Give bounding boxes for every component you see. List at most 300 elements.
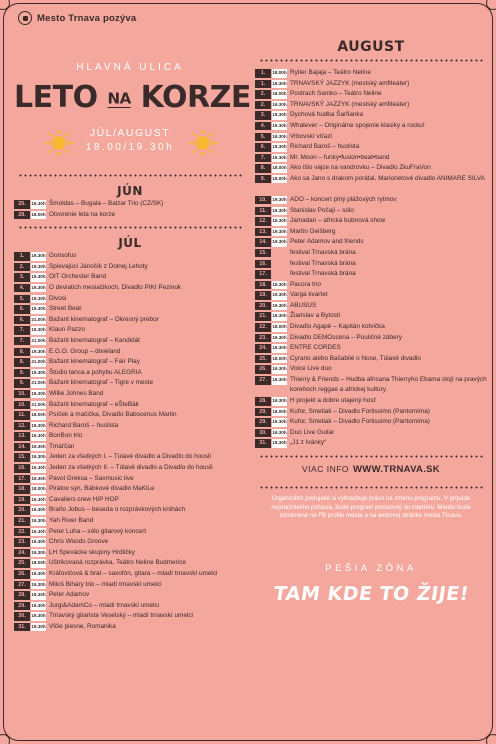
event-date: 4. <box>14 284 30 293</box>
event-date: 8. <box>14 358 30 367</box>
event-row <box>14 336 246 347</box>
event-row <box>255 438 487 449</box>
event-time: 19.30h <box>31 453 46 462</box>
event-time: 21.00h <box>31 337 46 346</box>
event-title: Voice Live duo <box>290 365 332 373</box>
event-row <box>14 421 246 432</box>
event-title: Psíček a mačička, Divadlo Babscenus Martin <box>49 411 177 419</box>
event-time: 19.30h <box>31 252 46 261</box>
event-time: 19.30h <box>272 376 287 385</box>
event-row <box>255 311 487 322</box>
event-date: 26. <box>255 365 271 374</box>
event-row <box>255 174 487 195</box>
event-title: Stanislav Počaji – sólo <box>290 206 354 214</box>
event-row <box>14 304 246 315</box>
event-date: 18. <box>255 281 271 290</box>
event-time: 18.00h <box>31 559 46 568</box>
event-title: Mr. Moon – funky•fusion•beat•band <box>290 153 390 161</box>
event-title: Martin Geišberg <box>290 227 336 235</box>
event-time: 19.30h <box>31 612 46 621</box>
event-row <box>255 417 487 428</box>
event-title: Kufor, Smetiak – Divadlo Fortissimo (Pantomíma) <box>290 418 430 426</box>
event-row <box>14 283 246 294</box>
event-row <box>255 259 487 270</box>
event-date: 10. <box>14 390 30 399</box>
event-date: 3. <box>255 111 271 120</box>
info-label: VIAC INFO <box>302 464 350 474</box>
event-date: 20. <box>255 302 271 311</box>
event-date: 21. <box>14 517 30 526</box>
event-title: TRNAVSKÝ JAZZYK (mestský amfiteáter) <box>290 79 410 87</box>
frame-corner <box>486 734 496 744</box>
event-row <box>255 68 487 79</box>
event-time: 19.30h <box>31 581 46 590</box>
event-date: 6. <box>14 305 30 314</box>
event-row <box>255 110 487 121</box>
event-date: 31. <box>14 623 30 632</box>
event-title: Peter Adamov and friends <box>290 238 364 246</box>
event-date: 13. <box>14 432 30 441</box>
event-row <box>255 333 487 344</box>
event-time: 19.30h <box>31 326 46 335</box>
event-title: Bažant kinematograf – Kandidát <box>49 336 140 344</box>
event-time: 19.30h <box>31 305 46 314</box>
event-time: 19.30h <box>272 238 287 247</box>
title-part-2: KORZE <box>140 80 251 115</box>
event-date: 30. <box>14 612 30 621</box>
event-time: 19.30h <box>31 443 46 452</box>
event-row <box>14 569 246 580</box>
event-row <box>14 325 246 336</box>
event-time: 19.30h <box>272 101 287 110</box>
event-date: 9. <box>14 369 30 378</box>
event-date: 9. <box>14 379 30 388</box>
event-time <box>272 270 287 279</box>
event-title: Richard Baroš – huslista <box>49 421 119 429</box>
event-time: 19.30h <box>272 122 287 131</box>
event-time: 18.00h <box>272 355 287 364</box>
event-title: Vlčie piesne, Romanika <box>49 622 116 630</box>
event-time: 19.30h <box>31 200 46 209</box>
event-date: 23. <box>14 538 30 547</box>
event-time: 19.30h <box>31 475 46 484</box>
event-row <box>14 463 246 474</box>
event-date: 23. <box>255 334 271 343</box>
event-title: Richard Baroš – huslista <box>290 143 360 151</box>
event-date: 26. <box>14 570 30 579</box>
event-title: Bažant kinematograf – eŠteBák <box>49 400 139 408</box>
event-time: 19.30h <box>31 432 46 441</box>
event-time: 18.00h <box>272 69 287 78</box>
event-date: 24. <box>14 549 30 558</box>
event-title: Willie Johnes Band <box>49 389 104 397</box>
event-time: 18.00h <box>31 485 46 494</box>
event-title: BonBon trio <box>49 432 83 440</box>
sun-icon <box>188 128 218 158</box>
event-time: 21.00h <box>31 379 46 388</box>
event-date: 10. <box>14 401 30 410</box>
slogan: TAM KDE TO ŽIJE! <box>272 583 471 605</box>
event-time: 19.30h <box>272 281 287 290</box>
event-row <box>14 548 246 559</box>
event-row <box>255 227 487 238</box>
event-date: 7. <box>14 337 30 346</box>
event-date: 22. <box>255 323 271 332</box>
hours: 18.00/19.30h <box>85 142 175 153</box>
right-column <box>255 8 487 609</box>
event-row <box>14 389 246 400</box>
event-title: Pacora trio <box>290 280 321 288</box>
event-title: Chris Woods Groove <box>49 538 109 546</box>
event-time: 19.30h <box>31 464 46 473</box>
event-row <box>14 516 246 527</box>
event-title: Cavaliers crew HIP HOP <box>49 495 119 503</box>
event-time: 19.30h <box>31 422 46 431</box>
event-date: 1. <box>255 69 271 78</box>
event-row <box>14 272 246 283</box>
event-date: 15. <box>14 453 30 462</box>
dotted-divider <box>18 226 242 229</box>
event-date: 9. <box>255 175 271 184</box>
event-time: 19.30h <box>31 348 46 357</box>
event-time: 19.30h <box>272 80 287 89</box>
section-title-jun: JÚN <box>117 184 143 198</box>
event-row <box>14 622 246 633</box>
event-date: 14. <box>14 443 30 452</box>
event-date: 7. <box>14 326 30 335</box>
event-list-august <box>255 68 487 449</box>
event-time: 19.30h <box>31 591 46 600</box>
event-time: 21.00h <box>31 358 46 367</box>
event-date: 19. <box>255 291 271 300</box>
event-date: 2. <box>14 263 30 272</box>
event-title: Bažant kinematograf – Tigre v meste <box>49 379 154 387</box>
event-time: 18.00h <box>272 175 287 184</box>
event-title: Cyrano alebo Bašabilé o Nose, Túlavé divadlo <box>290 354 421 362</box>
event-date: 27. <box>14 581 30 590</box>
event-title: Divadlo DEMOscéna – Pouličné zábery <box>290 333 402 341</box>
event-time: 18.00h <box>31 211 46 220</box>
city-logo-icon <box>18 11 32 25</box>
event-row <box>255 89 487 100</box>
event-time: 19.30h <box>272 154 287 163</box>
event-title: TRNAVSKÝ JAZZYK (mestský amfiteáter) <box>290 100 410 108</box>
event-date: 2. <box>255 90 271 99</box>
event-time: 19.30h <box>272 133 287 142</box>
event-date: 2. <box>255 101 271 110</box>
event-title: Vrbovskí víťazi <box>290 132 332 140</box>
event-row <box>255 142 487 153</box>
event-time: 19.30h <box>31 496 46 505</box>
event-time: 19.30h <box>31 602 46 611</box>
event-title: Rytier Bajaja – Teátro Neline <box>290 69 371 76</box>
event-row <box>14 357 246 368</box>
event-row <box>14 410 246 421</box>
event-row <box>14 262 246 273</box>
section-title-august: AUGUST <box>337 39 405 55</box>
event-time: 19.30h <box>272 217 287 226</box>
event-date: 20. <box>14 506 30 515</box>
event-time: 18.00h <box>31 411 46 420</box>
event-row <box>14 431 246 442</box>
event-title: Spievajúci Jánošík z Dolnej Lehoty <box>49 262 148 270</box>
event-row <box>14 452 246 463</box>
event-row <box>255 216 487 227</box>
event-date: 28. <box>14 211 30 220</box>
event-time: 18.00h <box>272 90 287 99</box>
event-time: 19.30h <box>31 369 46 378</box>
event-date: 11. <box>255 207 271 216</box>
event-time: 19.30h <box>31 549 46 558</box>
event-time: 19.30h <box>272 291 287 300</box>
event-title: Ako sa Jano s drakom porátal, Marionetové divadlo ANIMARE SILVA <box>290 174 485 182</box>
event-title: Kufor, Smetiak – Divadlo Fortissimo (Pantomíma) <box>290 407 430 415</box>
event-date: 29. <box>14 602 30 611</box>
event-date: 1. <box>14 252 30 261</box>
event-date: 28. <box>14 591 30 600</box>
event-row <box>14 347 246 358</box>
event-time: 18.00h <box>272 164 287 173</box>
event-title: Postrach Samko – Teátro Neline <box>290 90 382 98</box>
event-title: Whatever – Originálne spojenie klasiky a rocku! <box>290 121 425 129</box>
dotted-divider <box>259 455 483 458</box>
event-list-jun <box>14 199 246 220</box>
event-time: 19.30h <box>272 312 287 321</box>
event-title: H projekt a dobre utajený host' <box>290 397 377 405</box>
period: JÚL/AUGUST <box>89 127 171 139</box>
event-row <box>255 121 487 132</box>
event-title: Yah River Band <box>49 517 94 525</box>
poster-title <box>14 80 251 116</box>
event-date: 6. <box>255 143 271 152</box>
event-date: 19. <box>14 496 30 505</box>
event-time: 19.30h <box>272 418 287 427</box>
event-row <box>14 590 246 601</box>
event-time: 19.30h <box>272 111 287 120</box>
event-title: Jurgi&AdamCo – mladí trnavskí umelci <box>49 601 160 609</box>
event-title: Braňo Jobus – beseda o rozprávkových knihách <box>49 506 186 514</box>
event-time: 19.30h <box>272 439 287 448</box>
event-date: 27. <box>255 376 271 385</box>
event-time: 19.30h <box>31 263 46 272</box>
event-date: 12. <box>14 422 30 431</box>
event-date: 15. <box>255 249 271 258</box>
event-time: 19.30h <box>31 538 46 547</box>
event-row <box>14 210 246 221</box>
event-title: Tmaťčan <box>49 442 75 450</box>
event-time: 19.30h <box>31 517 46 526</box>
event-time: 19.30h <box>272 397 287 406</box>
info-line <box>255 464 487 480</box>
event-row <box>255 354 487 365</box>
event-row <box>255 290 487 301</box>
event-time: 19.30h <box>31 295 46 304</box>
event-title: Žiarislav a Bytosti <box>290 312 341 320</box>
event-row <box>255 343 487 354</box>
event-date: 11. <box>14 411 30 420</box>
event-time: 21.00h <box>31 316 46 325</box>
event-date: 21. <box>255 312 271 321</box>
event-date: 12. <box>255 217 271 226</box>
event-title: Klaun Pazzo <box>49 326 85 334</box>
event-row <box>255 132 487 143</box>
event-row <box>255 237 487 248</box>
event-row <box>255 100 487 111</box>
event-row <box>255 79 487 90</box>
event-row <box>14 537 246 548</box>
event-date: 3. <box>14 273 30 282</box>
event-date: 17. <box>255 270 271 279</box>
event-title: ENTRE CORDES <box>290 344 341 352</box>
event-title: Jamadan – africká bubnová show <box>290 217 386 225</box>
organizer-note: Organizátor podujatie si vyhradzuje právo na zmenu programu. V prípade nepriaznivého počasia, bude program presunutý do interiéru. Miesto bude oznámené na FB profile mesta a na webovej stránke mesta Trnava. <box>271 495 471 520</box>
event-title: festival Trnavská brána <box>290 248 356 256</box>
event-title: „J1 z Ivánky“ <box>290 439 327 447</box>
event-date: 10. <box>255 196 271 205</box>
event-title: Jeden za všetkých I. – Túlavé divadlo a Divadlo do housli <box>49 453 211 461</box>
event-row <box>14 400 246 411</box>
event-row <box>255 153 487 164</box>
brand-text: Mesto Trnava pozýva <box>37 12 137 24</box>
event-row <box>255 163 487 174</box>
event-time: 19.30h <box>272 207 287 216</box>
event-title: ADO – koncert plný plážových rytmov <box>290 195 397 203</box>
event-row <box>14 315 246 326</box>
event-row <box>255 206 487 217</box>
event-time: 19.30h <box>31 623 46 632</box>
event-time: 19.30h <box>272 143 287 152</box>
event-row <box>255 322 487 333</box>
event-time: 19.30h <box>272 334 287 343</box>
event-time: 19.30h <box>31 390 46 399</box>
event-title: Thierry & Friends – Hudba africana Thierryho Ebama stojí na pravých koreňoch reggae a africkej kultúry. <box>290 376 487 393</box>
event-title: Dychová hudba Šarfianka <box>290 111 364 119</box>
event-time: 19.30h <box>31 506 46 515</box>
event-date: 29. <box>255 418 271 427</box>
event-title: Otvorenie leta na korze <box>49 210 116 218</box>
event-title: Pirátov syn, Bábkové divadlo MaKiLe <box>49 485 155 493</box>
event-title: LH Spevácke skupiny Hrdličky <box>49 548 135 556</box>
event-row <box>255 280 487 291</box>
event-title: Divosi <box>49 294 67 302</box>
event-time: 19.30h <box>31 284 46 293</box>
event-row <box>14 442 246 453</box>
event-title: Jeden za všetkých II. – Túlavé divadlo a Divadlo do housli <box>49 464 213 472</box>
event-date: 16. <box>255 260 271 269</box>
event-title: Kráľovičová & brat – saxofón, gitara – mladí trnavskí umelci <box>49 570 218 577</box>
event-time: 19.30h <box>272 196 287 205</box>
event-date: 14. <box>255 238 271 247</box>
title-na: NA <box>107 89 131 108</box>
event-title: Peter Luha – sólo gitarový koncert <box>49 527 146 535</box>
dotted-divider <box>259 59 483 62</box>
event-time: 19.30h <box>272 429 287 438</box>
event-date: 25. <box>14 559 30 568</box>
event-row <box>255 248 487 259</box>
event-title: Uštrikovaná rozprávka, Teátro Neline Budmerice <box>49 559 186 567</box>
event-row <box>255 301 487 312</box>
brand <box>18 8 246 28</box>
event-time: 19.30h <box>272 365 287 374</box>
event-title: Street Beat <box>49 305 81 313</box>
event-row <box>14 484 246 495</box>
event-row <box>14 580 246 591</box>
event-date: 18. <box>14 485 30 494</box>
event-time: 19.30h <box>31 570 46 579</box>
dotted-divider <box>259 486 483 489</box>
event-date: 8. <box>255 164 271 173</box>
event-row <box>14 368 246 379</box>
event-date: 6. <box>14 316 30 325</box>
event-date: 16. <box>14 464 30 473</box>
event-row <box>14 378 246 389</box>
event-time: 19.30h <box>31 273 46 282</box>
event-date: 7. <box>255 154 271 163</box>
event-title: Ako išlo vajce na vandrovku – Divadlo ZkuFraVon <box>290 164 431 172</box>
event-date: 22. <box>14 528 30 537</box>
event-title: ABUSUS <box>290 301 317 309</box>
event-row <box>14 527 246 538</box>
event-row <box>255 364 487 375</box>
event-title: festival Trnavská brána <box>290 270 356 278</box>
event-row <box>255 195 487 206</box>
event-time: 19.30h <box>272 302 287 311</box>
event-title: Peter Adamov <box>49 591 90 599</box>
event-row <box>14 505 246 516</box>
event-row <box>14 495 246 506</box>
street-name: HLAVNÁ ULICA <box>76 62 184 73</box>
event-date: 29. <box>255 408 271 417</box>
event-title: festival Trnavská brána <box>290 259 356 267</box>
event-date: 28. <box>255 397 271 406</box>
event-title: Pavol Greksa – Saxmusic live <box>49 474 134 482</box>
event-row <box>255 375 487 396</box>
dotted-divider <box>18 174 242 177</box>
event-title: Divadlo Agapé – Kapitán kotvička <box>290 323 385 331</box>
event-title: Miloš Biháry trio – mladí trnavskí umelci <box>49 580 162 588</box>
zone-label: PEŠIA ZÓNA <box>325 563 417 574</box>
event-title: E.G.O. Group – dixieland <box>49 347 121 355</box>
event-time <box>272 260 287 269</box>
event-date: 25. <box>255 355 271 364</box>
event-date: 5. <box>255 133 271 142</box>
event-row <box>255 396 487 407</box>
event-title: Varga kvartet <box>290 291 328 299</box>
event-time: 18.00h <box>272 408 287 417</box>
info-url[interactable]: WWW.TRNAVA.SK <box>353 464 440 475</box>
event-date: 1. <box>255 80 271 89</box>
event-row <box>255 269 487 280</box>
event-row <box>14 474 246 485</box>
event-date: 30. <box>255 429 271 438</box>
event-date: 4. <box>255 122 271 131</box>
event-title: Gonsofus <box>49 252 77 260</box>
title-part-1: LETO <box>14 80 98 115</box>
event-title: Bažant kinematograf – Okresný prebor <box>49 315 159 323</box>
event-date: 17. <box>14 475 30 484</box>
event-title: Bažant kinematograf – Fair Play <box>49 358 140 366</box>
event-row <box>14 251 246 262</box>
event-title: Šmoldas – Bugala – Balzar Trio (CZ/SK) <box>49 200 164 207</box>
event-row <box>14 601 246 612</box>
event-date: 31. <box>255 439 271 448</box>
date-banner <box>14 124 246 168</box>
event-time: 19.30h <box>31 528 46 537</box>
event-date: 8. <box>14 348 30 357</box>
event-list-jul <box>14 251 246 632</box>
event-time: 21.00h <box>31 401 46 410</box>
event-row <box>255 428 487 439</box>
